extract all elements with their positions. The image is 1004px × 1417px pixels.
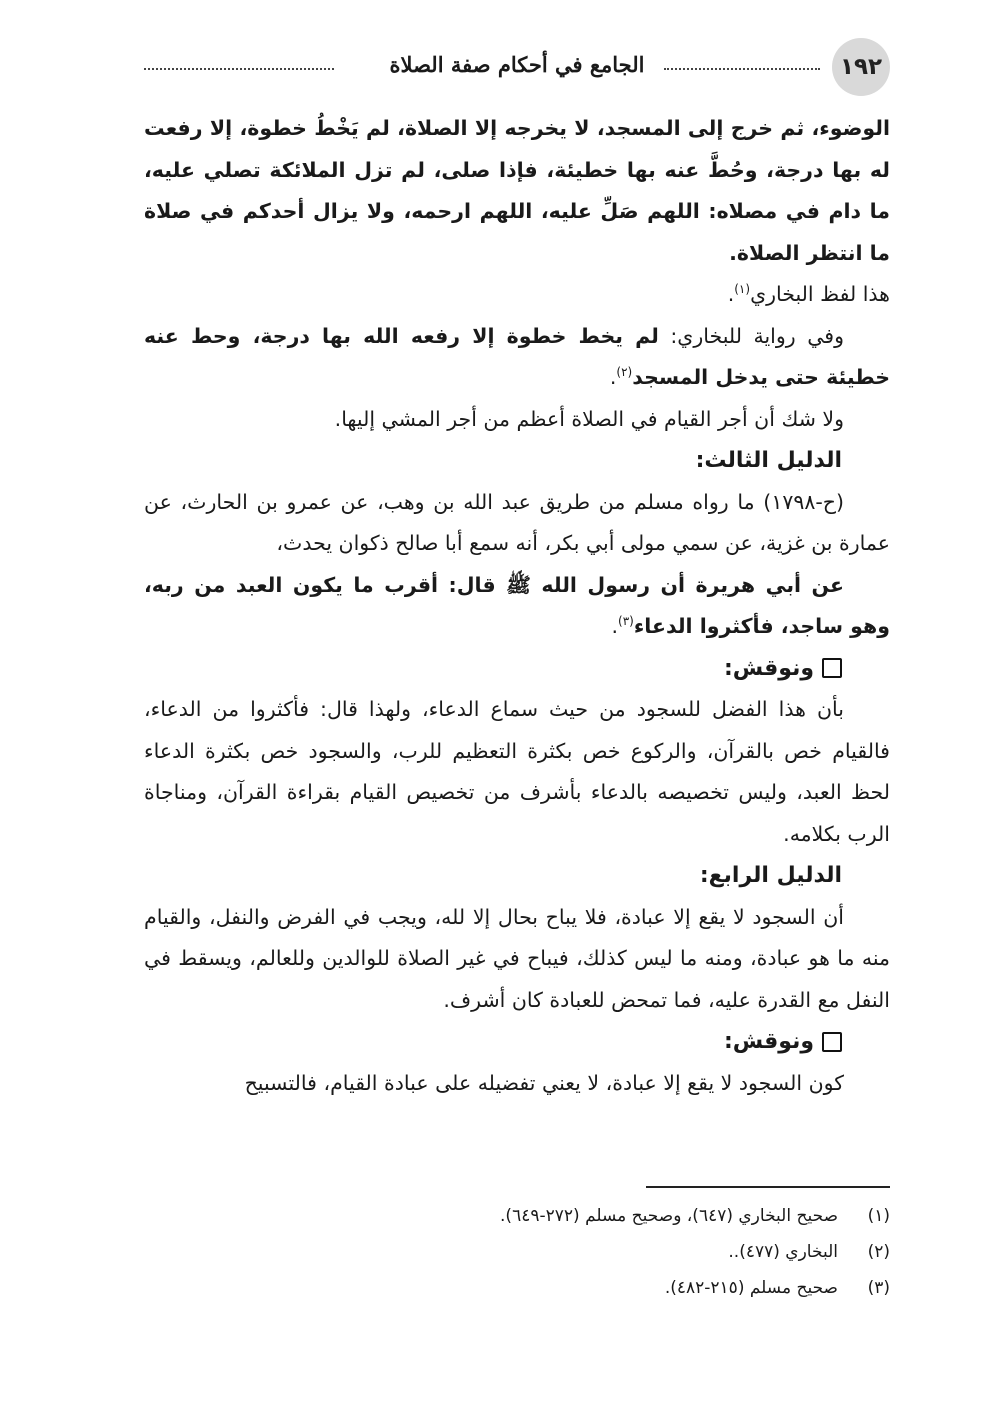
footnote-ref: (٢) — [616, 365, 633, 380]
paragraph-isnad: (ح-١٧٩٨) ما رواه مسلم من طريق عبد الله بن وهب، عن عمرو بن الحارث، عن عمارة بن غزية، عن سمي مولى أبي بكر، أنه سمع أبا صالح ذكوان يحدث، — [144, 489, 890, 555]
section-heading-fourth-evidence: الدليل الرابع: — [699, 863, 842, 888]
footnote-number: (٣) — [867, 1278, 890, 1298]
footnote-item — [190, 1270, 890, 1306]
paragraph-discussion-2: كون السجود لا يقع إلا عبادة، لا يعني تفضيله على عبادة القيام، فالتسبيح — [244, 1070, 844, 1095]
paragraph-hadith-matn: عن أبي هريرة أن رسول الله ﷺ قال: أقرب ما يكون العبد من ربه، وهو ساجد، فأكثروا الدعاء$^{(٣)}$. — [144, 572, 890, 638]
footnote-item — [190, 1234, 890, 1270]
footnote-number: (٢) — [867, 1242, 890, 1262]
footnote-item — [190, 1198, 890, 1234]
hadith-text: لم يخط خطوة إلا رفعه الله بها درجة، وحط عنه خطيئة حتى يدخل المسجد — [144, 323, 890, 389]
footnote-ref: (٣) — [618, 614, 634, 629]
section-heading-third-evidence: الدليل الثالث: — [695, 448, 842, 473]
paragraph-fourth-evidence: أن السجود لا يقع إلا عبادة، فلا يباح بحال إلا لله، ويجب في الفرض والنفل، والقيام منه ما هو عبادة، ومنه ما ليس كذلك، فيباح في غير الصلاة للوالدين وللعالم، ويسقط في النفل مع القدرة عليه، فما تمحض للعبادة كان أشرف. — [144, 904, 890, 1012]
paragraph-comment: ولا شك أن أجر القيام في الصلاة أعظم من أجر المشي إليها. — [334, 406, 844, 431]
header-dotted-rule-right — [664, 68, 820, 70]
narration-intro: وفي رواية للبخاري: — [658, 323, 844, 348]
discussion-heading-1 — [144, 648, 890, 690]
checkbox-square-icon — [822, 658, 842, 678]
checkbox-square-icon — [822, 1032, 842, 1052]
footnote-text: البخاري (٤٧٧).. — [728, 1242, 838, 1262]
page-header — [144, 38, 890, 108]
footnotes — [190, 1198, 890, 1306]
footnote-separator — [646, 1186, 890, 1188]
page-body — [144, 108, 890, 1104]
discussion-label: ونوقش: — [723, 1029, 814, 1054]
discussion-heading-2 — [144, 1021, 890, 1063]
footnote-number: (١) — [867, 1206, 890, 1226]
discussion-label: ونوقش: — [723, 655, 814, 681]
book-title: الجامع في أحكام صفة الصلاة — [389, 52, 645, 77]
paragraph-discussion-1: بأن هذا الفضل للسجود من حيث سماع الدعاء، ولهذا قال: فأكثروا من الدعاء، فالقيام خص بالقرآن، والركوع خص بكثرة التعظيم للرب، والسجود خص بكثرة الدعاء لحظ العبد، وليس تخصيصه بالدعاء بأشرف من تخصيص القيام بقراءة القرآن، ومناجاة الرب بكلامه. — [144, 697, 890, 846]
attribution-text: هذا لفظ البخاري — [750, 282, 890, 306]
footnote-text: صحيح البخاري (٦٤٧)، وصحيح مسلم (٢٧٢-٦٤٩). — [500, 1206, 838, 1226]
hadith-text: الوضوء، ثم خرج إلى المسجد، لا يخرجه إلا الصلاة، لم يَخْطُ خطوة، إلا رفعت له بها درجة، وحُطَّ عنه بها خطيئة، فإذا صلى، لم تزل الملائكة تصلي عليه، ما دام في مصلاه: اللهم صَلِّ عليه، اللهم ارحمه، ولا يزال أحدكم في صلاة ما انتظر الصلاة. — [144, 116, 890, 265]
footnote-text: صحيح مسلم (٢١٥-٤٨٢). — [664, 1278, 838, 1298]
page-number-badge: ١٩٢ — [832, 38, 890, 96]
paragraph-bukhari-narration: وفي رواية للبخاري: لم يخط خطوة إلا رفعه الله بها درجة، وحط عنه خطيئة حتى يدخل المسجد$^{(٢)}$. — [144, 323, 890, 389]
hadith-text: عن أبي هريرة أن رسول الله ﷺ قال: أقرب ما يكون العبد من ربه، وهو ساجد، فأكثروا الدعاء — [144, 572, 890, 638]
footnote-ref: (١) — [734, 282, 751, 297]
header-dotted-rule-left — [144, 68, 334, 70]
paragraph-hadith-continuation: الوضوء، ثم خرج إلى المسجد، لا يخرجه إلا الصلاة، لم يَخْطُ خطوة، إلا رفعت له بها درجة، وحُطَّ عنه بها خطيئة، فإذا صلى، لم تزل الملائكة تصلي عليه، ما دام في مصلاه: اللهم صَلِّ عليه، اللهم ارحمه، ولا يزال أحدكم في صلاة ما انتظر الصلاة. هذا لفظ البخاري$^{(١)}$. — [144, 116, 890, 306]
